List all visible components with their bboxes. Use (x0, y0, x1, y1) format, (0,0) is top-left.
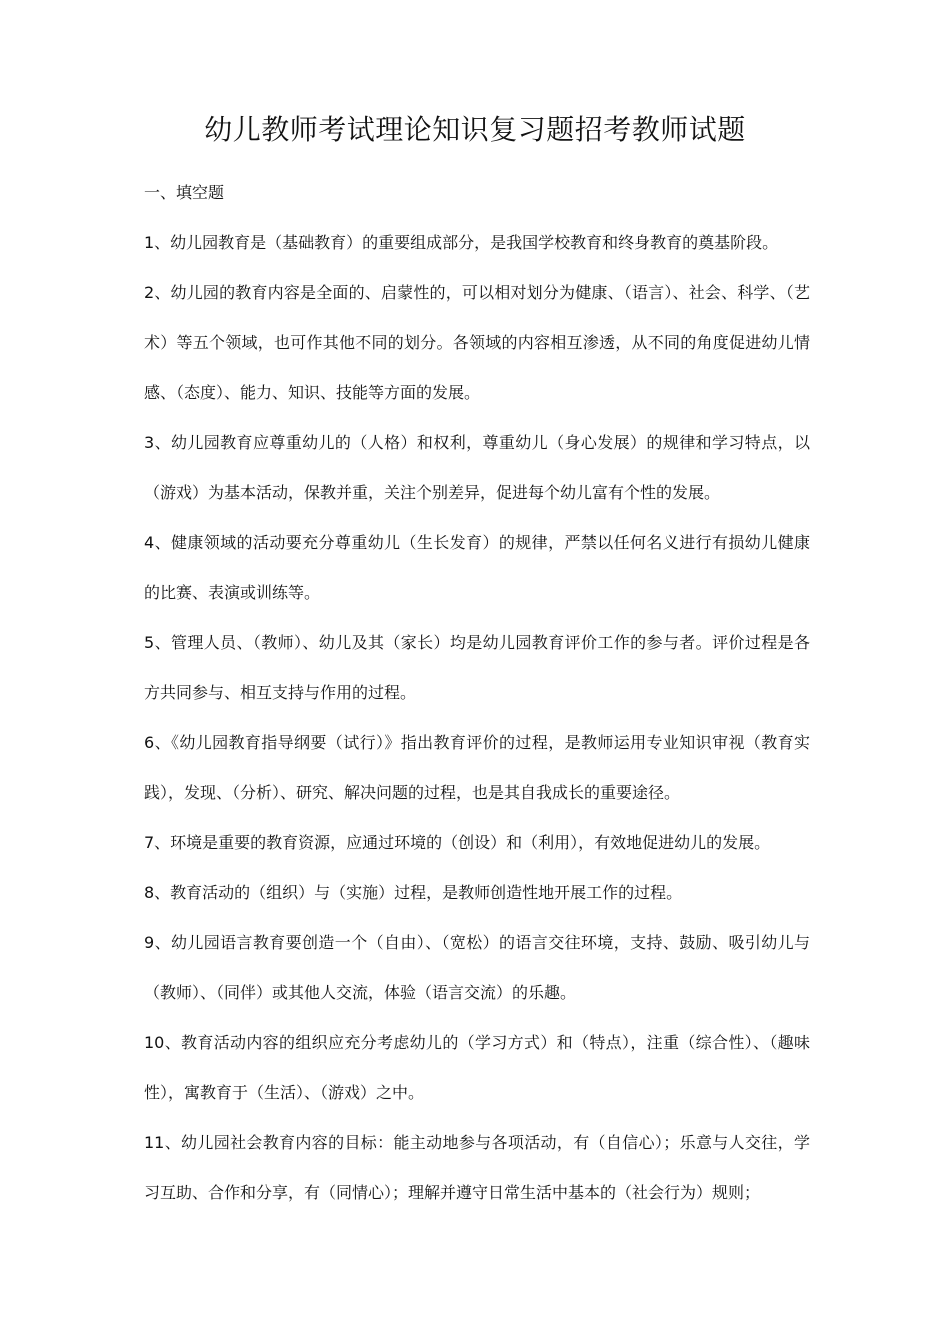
paragraph-9: 9、幼儿园语言教育要创造一个（自由）、（宽松）的语言交往环境，支持、鼓励、吸引幼儿与（教师）、（同伴）或其他人交流，体验（语言交流）的乐趣。 (144, 933, 810, 1002)
paragraph-10: 10、教育活动内容的组织应充分考虑幼儿的（学习方式）和（特点），注重（综合性）、（趣味性），寓教育于（生活）、（游戏）之中。 (144, 1033, 810, 1102)
paragraph-5: 5、管理人员、（教师）、幼儿及其（家长）均是幼儿园教育评价工作的参与者。评价过程是各方共同参与、相互支持与作用的过程。 (144, 633, 810, 702)
paragraph-7: 7、环境是重要的教育资源，应通过环境的（创设）和（利用），有效地促进幼儿的发展。 (144, 833, 771, 852)
paragraph-4: 4、健康领域的活动要充分尊重幼儿（生长发育）的规律，严禁以任何名义进行有损幼儿健康的比赛、表演或训练等。 (144, 533, 810, 602)
paragraph-1: 1、幼儿园教育是（基础教育）的重要组成部分，是我国学校教育和终身教育的奠基阶段。 (144, 233, 779, 252)
paragraph-8: 8、教育活动的（组织）与（实施）过程，是教师创造性地开展工作的过程。 (144, 883, 683, 902)
section-heading: 一、填空题 (144, 183, 225, 202)
paragraph-2: 2、幼儿园的教育内容是全面的、启蒙性的，可以相对划分为健康、（语言）、社会、科学、（艺术）等五个领域，也可作其他不同的划分。各领域的内容相互渗透，从不同的角度促进幼儿情感、（态度）、能力、知识、技能等方面的发展。 (144, 283, 810, 402)
paragraph-3: 3、幼儿园教育应尊重幼儿的（人格）和权利，尊重幼儿（身心发展）的规律和学习特点，以（游戏）为基本活动，保教并重，关注个别差异，促进每个幼儿富有个性的发展。 (144, 433, 810, 502)
paragraph-6: 6、《幼儿园教育指导纲要（试行）》指出教育评价的过程，是教师运用专业知识审视（教育实践），发现、（分析）、研究、解决问题的过程，也是其自我成长的重要途径。 (144, 733, 810, 802)
document-body (144, 168, 810, 1218)
document-title: 幼儿教师考试理论知识复习题招考教师试题 (204, 113, 746, 146)
paragraph-11: 11、幼儿园社会教育内容的目标：能主动地参与各项活动，有（自信心）；乐意与人交往，学习互助、合作和分享，有（同情心）；理解并遵守日常生活中基本的（社会行为）规则； (144, 1133, 810, 1202)
